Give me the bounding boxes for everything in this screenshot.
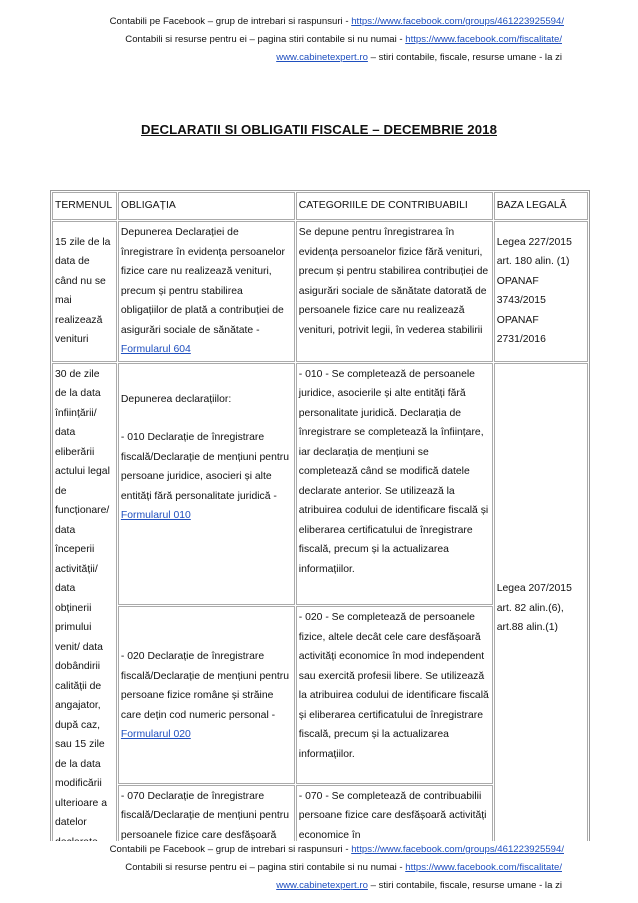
page-footer xyxy=(0,841,638,895)
header-line-facebook-group: Contabili pe Facebook – grup de intrebari si raspunsuri - https://www.facebook.com/groups/461223925594/ xyxy=(109,16,564,27)
website-link[interactable]: www.cabinetexpert.ro xyxy=(276,52,368,63)
obligation-cell: - 020 Declarație de înregistrare fiscală/Declarație de mențiuni pentru persoane fizice române și străine care dețin cod numeric personal - Formularul 020 xyxy=(118,606,295,784)
term-cell: 30 de zile de la data înființării/ data eliberării actului legal de funcționare/ data începerii activității/ data obținerii primului venit/ data dobândirii calității de angajator, după caz, sau 15 zile de la data modificării ulterioare a datelor xyxy=(52,363,117,855)
table-header-row xyxy=(52,192,588,220)
categories-cell: - 020 - Se completează de persoanele fizice, altele decât cele care desfășoară activități economice în mod independent sau exercită profesii libere. Se utilizează la atribuirea codului de identificare fiscală și eliberarea certificatului de înregistrare fiscală, precum și la actualizarea informațiilor. xyxy=(296,606,493,784)
term-cell: 15 zile de la data de când nu se mai realizează venituri xyxy=(52,221,117,362)
column-header-obligation: OBLIGAȚIA xyxy=(118,192,295,220)
footer-line-facebook-page: Contabili si resurse pentru ei – pagina stiri contabile si nu numai - https://www.facebook.com/fiscalitate/ xyxy=(125,862,562,873)
facebook-group-link[interactable]: https://www.facebook.com/groups/461223925594/ xyxy=(351,844,564,855)
header-line-facebook-page: Contabili si resurse pentru ei – pagina stiri contabile si nu numai - https://www.facebook.com/fiscalitate/ xyxy=(125,34,562,45)
form-604-link[interactable]: Formularul 604 xyxy=(120,344,191,355)
legal-basis-cell: Legea 227/2015 art. 180 alin. (1) OPANAF 3743/2015 OPANAF 2731/2016 xyxy=(494,221,588,362)
footer-line-facebook-group: Contabili pe Facebook – grup de intrebari si raspunsuri - https://www.facebook.com/groups/461223925594/ xyxy=(109,844,564,855)
table-row xyxy=(52,363,588,606)
facebook-page-link[interactable]: https://www.facebook.com/fiscalitate/ xyxy=(405,34,562,45)
categories-cell: - 070 - Se completează de contribuabilii persoane fizice care desfășoară activități economice în xyxy=(296,785,493,854)
footer-line-website: www.cabinetexpert.ro – stiri contabile, fiscale, resurse umane - la zi xyxy=(276,880,562,891)
obligations-table-wrapper xyxy=(50,190,590,856)
categories-cell: Se depune pentru înregistrarea în evidența persoanelor fizice fără venituri, precum și pentru stabilirea contribuției de asigurări sociale de sănătate datorată de persoanele fizice care nu realizează venituri, potrivit legii, în vederea stabilirii xyxy=(296,221,493,362)
table-row xyxy=(52,221,588,362)
page-title: DECLARATII SI OBLIGATII FISCALE – DECEMBRIE 2018 xyxy=(140,122,498,137)
column-header-term: TERMENUL xyxy=(52,192,117,220)
categories-cell: - 010 - Se completează de persoanele juridice, asocierile și alte entități fără personalitate juridică. Declarația de înregistrare se completează la înființare, iar declarația de mențiuni se completează când se modifică datele declarate anterior. Se utilizează la atribuirea codului de identificare fiscală și eliberarea certificatului de înregistrare fiscală, precum și la actualizarea informațiilor. xyxy=(296,363,493,606)
legal-basis-cell: Legea 207/2015 art. 82 alin.(6), art.88 alin.(1) xyxy=(494,363,588,855)
obligation-cell: Depunerea declarațiilor: - 010 Declarație de înregistrare fiscală/Declarație de mențiuni pentru persoane juridice, asocieri și alte entități fără personalitate juridică - Formularul 010 xyxy=(118,363,295,606)
obligation-cell: - 070 Declarație de înregistrare fiscală/Declarație de mențiuni pentru persoanele fizice care desfășoară xyxy=(118,785,295,854)
column-header-legal-basis: BAZA LEGALĂ xyxy=(494,192,588,220)
column-header-categories: CATEGORIILE DE CONTRIBUABILI xyxy=(296,192,493,220)
header-line-website: www.cabinetexpert.ro – stiri contabile, fiscale, resurse umane - la zi xyxy=(276,52,562,63)
facebook-page-link[interactable]: https://www.facebook.com/fiscalitate/ xyxy=(405,862,562,873)
page-header xyxy=(0,13,638,67)
form-020-link[interactable]: Formularul 020 xyxy=(120,729,191,741)
facebook-group-link[interactable]: https://www.facebook.com/groups/461223925594/ xyxy=(351,16,564,27)
form-010-link[interactable]: Formularul 010 xyxy=(120,510,191,521)
obligation-cell: Depunerea Declarației de înregistrare în evidența persoanelor fizice care nu realizează venituri, precum și pentru stabilirea obligațiilor de plată a contribuției de asigurări sociale de sănătate - Formularul 604 xyxy=(118,221,295,362)
website-link[interactable]: www.cabinetexpert.ro xyxy=(276,880,368,891)
obligations-table xyxy=(50,190,590,856)
